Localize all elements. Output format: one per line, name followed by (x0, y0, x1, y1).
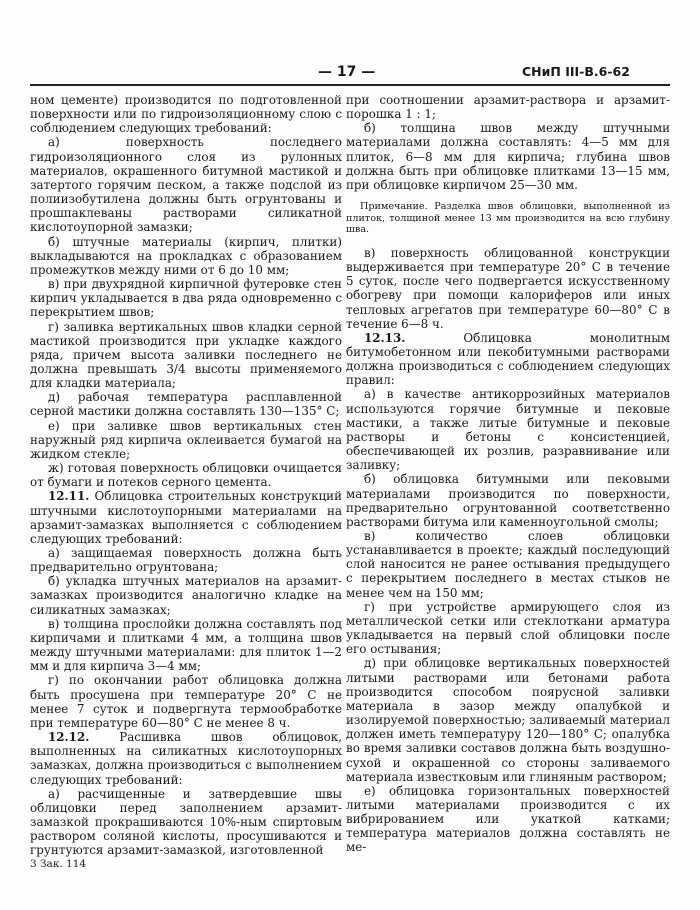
right-column (346, 93, 670, 855)
paragraph: е) облицовка горизонтальных поверхностей литыми материалами производится с их вибрированием или укаткой катками; температура материалов должна составлять не ме- (346, 783, 670, 855)
header-rule (30, 84, 670, 86)
note: Примечание. Разделка швов облицовки, выполненной из плиток, толщиной менее 13 мм производится на всю глубину шва. (346, 201, 670, 236)
paragraph: б) укладка штучных материалов на арзамит-замазках производится аналогично кладке на силикатных замазках; (30, 574, 342, 617)
paragraph-text: Облицовка монолитным битумобетонном или пекобитумными растворами должна производиться с соблюдением следующих правил: (346, 330, 670, 388)
paragraph: е) при заливке швов вертикальных стен наружный ряд кирпича оклеивается бумагой на жидком стекле; (30, 418, 342, 461)
paragraph-text: Расшивка швов облицовок, выполненных на силикатных кислотоупорных замазках, должна производиться с выполнением следующих требований: (30, 730, 343, 787)
paragraph: при соотношении арзамит-раствора и арзамит-порошка 1 : 1; (346, 93, 670, 122)
paragraph-text: Облицовка строительных конструкций штучными кислотоупорными материалами на арзамит-замазках выполняется с соблюдением следующих требований: (30, 489, 342, 546)
paragraph: в) поверхность облицованной конструкции выдерживается при температуре 20° С в течение 5 суток, после чего подвергается искусственному обогреву при помощи калориферов или иных тепловых агрегатов при температуре 60—80° С в течение 6—8 ч. (346, 245, 670, 331)
paragraph: б) облицовка битумными или пековыми материалами производится по поверхности, предварительно огрунтованной соответственно растворами битума или каменноугольной смолы; (346, 472, 670, 529)
paragraph: в) количество слоев облицовки устанавливается в проекте; каждый последующий слой наносится не ранее остывания предыдущего с перекрытием последнего в местах стыков не менее чем на 150 мм; (346, 529, 670, 600)
paragraph: а) расчищенные и затвердевшие швы облицовки перед заполнением арзамит-замазкой прокрашиваются 10%-ным спиртовым раствором соляной кислоты, просушиваются и грунтуются арзамит-замазкой, изготовленной (30, 786, 342, 858)
paragraph: в) при двухрядной кирпичной футеровке стен кирпич укладывается в два ряда одновременно с перекрытием швов; (30, 277, 342, 320)
section-paragraph (30, 489, 342, 546)
section-paragraph (346, 331, 670, 388)
paragraph: ж) готовая поверхность облицовки очищается от бумаги и потеков серного цемента. (30, 461, 342, 490)
paragraph: д) при облицовке вертикальных поверхностей литыми растворами или бетонами работа производится способом поярусной заливки материала в зазор между опалубкой и изолируемой поверхностью; заливаемый материал должен иметь температуру 120—180° С; опалубка во время заливки составов должна быть воздушно-сухой и окрашенной со стороны заливаемого материала известковым или глиняным раствором; (346, 656, 670, 784)
paragraph: г) заливка вертикальных швов кладки серной мастикой производится при укладке каждого ряда, причем высота заливки последнего не должна превышать 3/4 высоты применяемого для кладки материала; (30, 319, 342, 391)
document-code: СНиП III-В.6-62 (522, 64, 630, 79)
paragraph: д) рабочая температура расплавленной серной мастики должна составлять 130—135° С; (30, 390, 342, 419)
page-number: — 17 — (318, 64, 376, 80)
paragraph: б) штучные материалы (кирпич, плитки) выкладываются на прокладках с образованием промежутков между ними от 6 до 10 мм; (30, 234, 342, 277)
paragraph: г) по окончании работ облицовка должна быть просушена при температуре 20° С не менее 7 суток и подвергнута термообработке при температуре 60—80° С не менее 8 ч. (30, 673, 342, 730)
paragraph: а) защищаемая поверхность должна быть предварительно огрунтована; (30, 546, 342, 575)
paragraph: г) при устройстве армирующего слоя из металлической сетки или стеклоткани арматура укладывается на первый слой облицовки после его остывания; (346, 599, 670, 657)
paragraph: а) поверхность последнего гидроизоляционного слоя из рулонных материалов, окрашенного битумной мастикой и затертого горячим песком, а также подслой из полиизобутилена должны быть огрунтованы и прошпаклеваны растворами силикатной кислотоупорной замазки; (30, 135, 342, 235)
section-number: 12.11. (48, 489, 90, 504)
paragraph: ном цементе) производится по подготовленной поверхности или по гидроизоляционному слою с соблюдением следующих требований: (30, 93, 342, 136)
section-number: 12.12. (48, 730, 90, 745)
paragraph: а) в качестве антикоррозийных материалов используются горячие битумные и пековые мастики, а также литые битумные и пековые растворы и бетоны с консистенцией, обеспечивающей их розлив, разравнивание или заливку; (346, 387, 670, 473)
footer-signature: 3 Зак. 114 (30, 858, 87, 870)
left-column (30, 93, 342, 857)
paragraph: б) толщина швов между штучными материалами должна составлять: 4—5 мм для плиток, 6—8 мм для кирпича; глубина швов должна быть при облицовке плитками 13—15 мм, при облицовке кирпичом 25—30 мм. (346, 121, 670, 192)
paragraph: в) толщина прослойки должна составлять под кирпичами и плитками 4 мм, а толщина швов между штучными материалами: для плиток 1—2 мм и для кирпича 3—4 мм; (30, 616, 342, 674)
section-paragraph (30, 730, 342, 787)
section-number: 12.13. (364, 330, 406, 345)
